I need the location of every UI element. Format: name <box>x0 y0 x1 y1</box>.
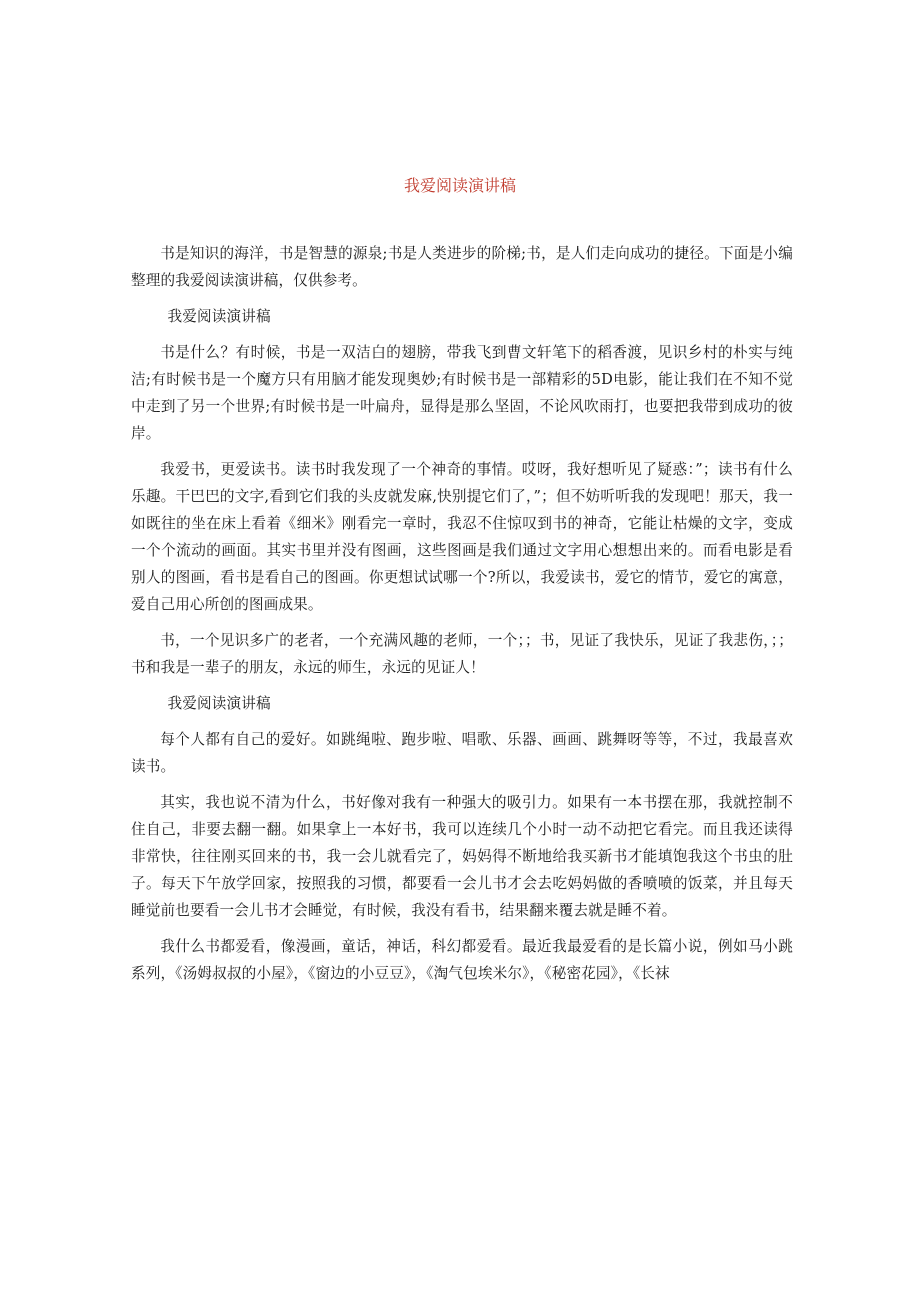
document-title: 我爱阅读演讲稿 <box>403 176 516 195</box>
document-body <box>131 240 793 996</box>
section-heading-1: 我爱阅读演讲稿 <box>167 308 271 325</box>
body-paragraph: 我爱书，更爱读书。读书时我发现了一个神奇的事情。哎呀，我好想听见了疑惑：”；读书有什么乐趣。干巴巴的文字,看到它们我的头皮就发麻,快别提它们了，”；但不妨听听我的发现吧！那天，我一如既往的坐在床上看着《细米》刚看完一章时，我忍不住惊叹到书的神奇，它能让枯燥的文字，变成一个个流动的画面。其实书里并没有图画，这些图画是我们通过文字用心想想出来的。而看电影是看别人的图画，看书是看自己的图画。你更想试试哪一个?所以，我爱读书，爱它的情节，爱它的寓意，爱自己用心所创的图画成果。 <box>131 461 793 613</box>
body-paragraph: 书是什么？有时候，书是一双洁白的翅膀，带我飞到曹文轩笔下的稻香渡，见识乡村的朴实与纯洁;有时候书是一个魔方只有用脑才能发现奥妙;有时候书是一部精彩的5D电影，能让我们在不知不觉中走到了另一个世界;有时候书是一叶扁舟，显得是那么坚固，不论风吹雨打，也要把我带到成功的彼岸。 <box>131 344 793 442</box>
body-paragraph: 每个人都有自己的爱好。如跳绳啦、跑步啦、唱歌、乐器、画画、跳舞呀等等，不过，我最喜欢读书。 <box>131 731 793 775</box>
body-paragraph: 我什么书都爱看，像漫画，童话，神话，科幻都爱看。最近我最爱看的是长篇小说，例如马小跳系列，《汤姆叔叔的小屋》，《窗边的小豆豆》，《淘气包埃米尔》，《秘密花园》，《长袜 <box>131 938 793 982</box>
intro-paragraph: 书是知识的海洋，书是智慧的源泉;书是人类进步的阶梯;书，是人们走向成功的捷径。下面是小编整理的我爱阅读演讲稿，仅供参考。 <box>131 245 793 289</box>
section-heading-2: 我爱阅读演讲稿 <box>167 695 271 712</box>
body-paragraph: 书，一个见识多广的老者，一个充满风趣的老师，一个；；书，见证了我快乐，见证了我悲伤，；；书和我是一辈子的朋友，永远的师生，永远的见证人！ <box>131 632 793 676</box>
body-paragraph: 其实，我也说不清为什么，书好像对我有一种强大的吸引力。如果有一本书摆在那，我就控制不住自己，非要去翻一翻。如果拿上一本好书，我可以连续几个小时一动不动把它看完。而且我还读得非常快，往往刚买回来的书，我一会儿就看完了，妈妈得不断地给我买新书才能填饱我这个书虫的肚子。每天下午放学回家，按照我的习惯，都要看一会儿书才会去吃妈妈做的香喷喷的饭菜，并且每天睡觉前也要看一会儿书才会睡觉，有时候，我没有看书，结果翻来覆去就是睡不着。 <box>131 794 793 919</box>
